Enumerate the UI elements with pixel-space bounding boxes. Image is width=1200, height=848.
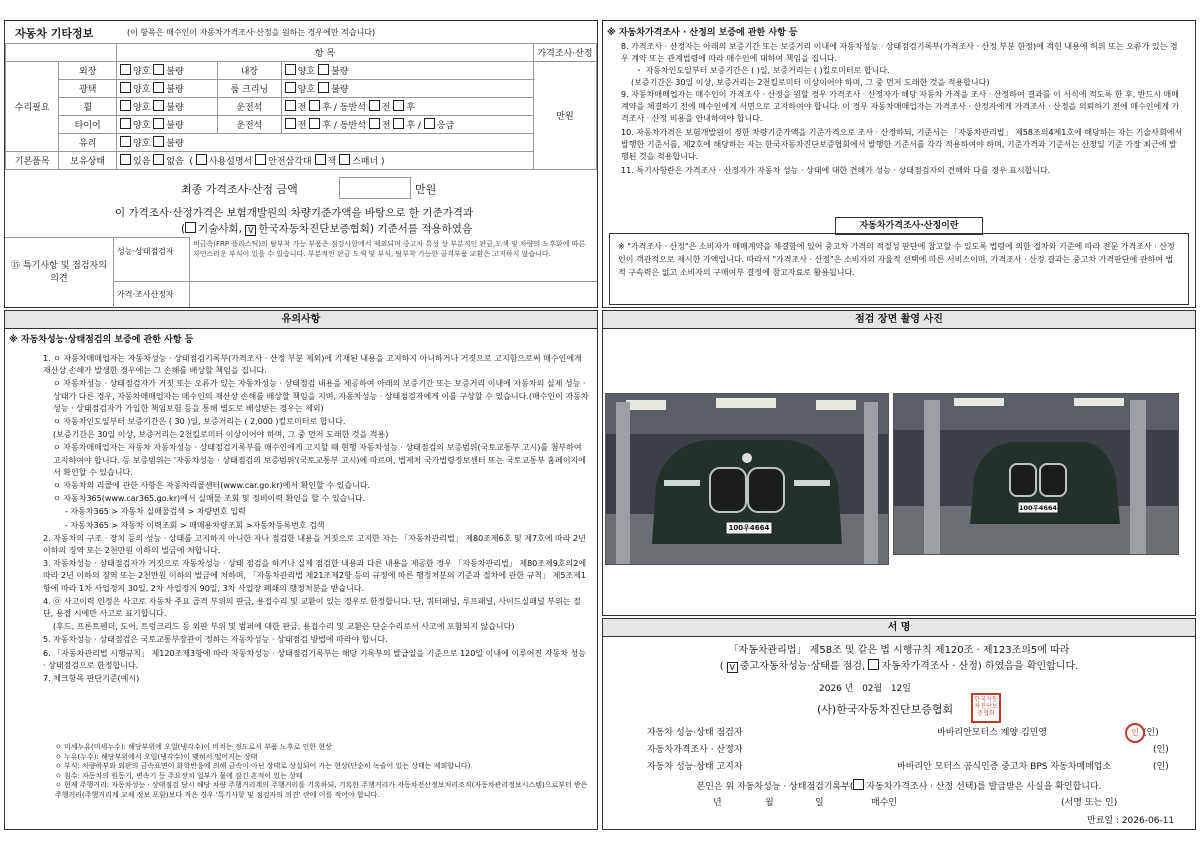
notes-small-list: [55, 743, 591, 801]
list-item: ㅇ 자동차의 리콜에 관한 사항은 자동차리콜센터(www.car.go.kr)에서 확인할 수 있습니다.: [53, 481, 371, 491]
signer-value: 바바리안모터스 계양 김민영: [937, 728, 1048, 738]
list-item: ㅇ 침수: 자동차의 원동기, 변속기 등 주요장치 일부가 물에 잠긴 흔적이 있는 상태: [55, 771, 303, 780]
option-label: 불량: [166, 103, 184, 113]
issuing-org: (사)한국자동차진단보증협회: [817, 703, 954, 716]
final-amount-label: 최종 가격조사·산정 금액: [181, 183, 298, 196]
option-label: 스패너 ): [352, 157, 385, 167]
checkbox[interactable]: [424, 118, 435, 129]
option-label: 응급: [436, 121, 455, 131]
checkbox[interactable]: [153, 100, 164, 111]
row-label: 타이어: [59, 116, 117, 134]
signer-row: [647, 725, 1167, 742]
price-box-title: 자동차가격조사·산정이란: [835, 217, 983, 235]
checkbox[interactable]: [393, 118, 404, 129]
notes-header: 유의사항: [5, 311, 597, 329]
list-item: ㅇ 자동차성능 · 상태점검자가 거짓 또는 오류가 있는 자동차성능 · 상태점검 내용을 제공하여 아래의 보증기간 또는 보증거리 이내에 자동차의 실제 성능 · 상태가 다른 경우, 자동차매매업자는 매수인의 재산상 손해를 배상할 책임을 지며, 자동차성능 · 상태점검자에게 이를 구상할 수 있습니다.(매수인이 자동차성능 · 상태점검자가 가입한 책임보험 등을 통해 별도로 배상받는 경우는 제외): [53, 379, 589, 413]
row-label: 외장: [59, 62, 117, 80]
checkbox[interactable]: [318, 82, 329, 93]
price-checker-label: 가격·조사산정자: [117, 290, 174, 299]
day-unit: 일: [902, 684, 911, 694]
list-item: 2. 자동차의 구조 · 장치 등의 성능 · 상태를 고지하지 아니한 자나 점검한 내용을 거짓으로 고지한 자는 「자동차관리법」 제80조제6호 및 제7호에 따라 2년 이하의 징역 또는 2천만원 이하의 벌금에 처합니다.: [43, 533, 586, 556]
col-price-header: 가격조사·산정: [534, 44, 597, 62]
option-label: 사용설명서: [208, 157, 253, 167]
expiry-date: 만료일 : 2026-06-11: [1087, 816, 1175, 826]
list-item: 8. 가격조사 · 산정자는 아래의 보증기간 또는 보증거리 이내에 자동차성능 · 상태점검기록부(가격조사 · 산정 부분 한정)에 적힌 내용에 허위 또는 오류가 있는 경우 계약 또는 관계법령에 따라 매수인에 대하여 책임을 집니다.: [621, 42, 1178, 63]
list-item: - 자동차365 > 자동차 이력조회 > 매매용차량조회 >자동차등록번호 검색: [65, 520, 325, 530]
paren: (: [189, 157, 193, 167]
basis-options: [181, 221, 472, 236]
option-label: 양호: [133, 67, 151, 77]
checkbox[interactable]: [369, 118, 380, 129]
option-label: 전: [297, 103, 307, 113]
list-item: 7. 체크항목 판단기준(예시): [43, 674, 140, 684]
list-item: (후드, 프론트펜더, 도어, 트렁크리드 등 외판 부위 및 범퍼에 대한 판금, 용접수리 및 교환은 단순수리로서 사고에 포함되지 않습니다): [53, 622, 515, 632]
photos-header: 점검 장면 촬영 사진: [603, 311, 1195, 329]
price-box-text: ※ "가격조사 · 산정"은 소비자가 매매계약을 체결함에 있어 중고차 가격의 적절성 판단에 참고할 수 있도록 법령에 의한 절차와 기준에 따라 전문 가격조사 · 산정인이 객관적으로 제시한 가액입니다. 따라서 "가격조사 · 산정"은 소비자의 자율적 선택에 따른 서비스이며, 가격조사 · 산정 결과는 중고차 가격판단에 관하여 법적 구속력은 없고 소비자의 구매여부 결정에 참고자료로 활용됩니다.: [618, 242, 1175, 277]
buyer-line: [603, 795, 1195, 809]
list-item: ㅇ 누유(누수): 해당부위에서 오일(냉각수)이 맺혀서 떨어지는 상태: [55, 752, 258, 761]
option-label: 양호: [133, 85, 151, 95]
misc-title-bar: [5, 21, 597, 44]
checkbox[interactable]: [153, 82, 164, 93]
signature-date: [819, 681, 911, 694]
row-label: 보유상태: [59, 152, 117, 170]
special-notes-label-cell: [5, 237, 114, 308]
misc-title: 자동차 기타정보: [15, 27, 94, 40]
notes-list: [43, 353, 589, 686]
checkbox[interactable]: [315, 154, 326, 165]
option-label: 양호: [133, 103, 151, 113]
org-seal-stamp: 한국자동차진단보증협회: [971, 693, 1001, 723]
option-label: 양호: [297, 85, 316, 95]
side-photo: [893, 393, 1179, 555]
col-item-header: 항 목: [117, 44, 534, 62]
year-unit: 년: [713, 798, 722, 808]
checkbox-receipt-price[interactable]: [853, 779, 864, 790]
signature-confirm-line: [603, 657, 1195, 673]
checkbox[interactable]: [339, 154, 350, 165]
option-label: 양호: [133, 139, 151, 149]
option-label: 양호: [297, 67, 316, 77]
option-label: 후 / 동반석: [322, 121, 366, 131]
month: 02: [862, 684, 874, 694]
notes-panel: [4, 310, 598, 830]
basis-text: 이 가격조사·산정가격은 보험개발원의 차량기준가액을 바탕으로 한 기준가격과: [115, 207, 474, 219]
list-item: 11. 특기사항란은 가격조사 · 산정자가 자동차 성능 · 상태에 대한 견해가 성능 · 상태점검자의 견해와 다를 경우 표시합니다.: [621, 166, 1051, 175]
price-checker-label-cell: [113, 281, 190, 307]
option-label: 있음: [133, 157, 151, 167]
checkbox[interactable]: [196, 154, 207, 165]
signature-header: 서 명: [603, 619, 1195, 637]
year: 2026: [819, 684, 842, 694]
checkbox-association[interactable]: V: [245, 225, 256, 236]
option-label: 양호: [133, 121, 151, 131]
final-amount-unit: 만원: [415, 183, 437, 196]
option-label: 후: [406, 103, 416, 113]
checkbox[interactable]: [309, 100, 320, 111]
signer-label: 자동차가격조사 · 산정자: [647, 745, 743, 755]
list-item: ㅇ 자동차인도일부터 보증기간은 ( 30 )일, 보증거리는 ( 2,000 )킬로미터로 합니다.: [53, 417, 346, 427]
day: 12: [890, 684, 903, 694]
option-label: 기술사회,: [198, 223, 243, 235]
list-item: ・ 자동차인도일부터 보증기간은 ( )일, 보증거리는 ( )킬로미터로 합니다.: [635, 66, 890, 75]
misc-table: [5, 43, 597, 170]
special-notes-label: ⑮ 특기사항 및 점검자의 의견: [11, 261, 107, 284]
final-amount-field[interactable]: [339, 177, 411, 199]
option-label: 불량: [166, 139, 184, 149]
option-label: 후 / 동반석: [322, 103, 366, 113]
misc-title-note: (이 항목은 매수인이 자동차가격조사·산정을 원하는 경우에만 적습니다): [127, 28, 376, 37]
option-label: 전: [297, 121, 307, 131]
checkbox[interactable]: [120, 82, 131, 93]
option-label: 중고자동차성능·상태를 점검,: [739, 661, 866, 672]
option-label: 불량: [166, 121, 184, 131]
year-unit: 년: [844, 684, 854, 694]
list-item: 4. ㉧ 사고이력 인정은 사고로 자동차 주요 골격 부위의 판금, 용접수리 및 교환이 있는 경우로 한정합니다. 단, 쿼터패널, 루프패널, 사이드실패널 부위는 절단, 용접 시에만 사고로 표기합니다.: [43, 596, 581, 619]
list-item: ㅇ 자동차365(www.car365.go.kr)에서 실매물 조회 및 정비이력 확인을 할 수 있습니다.: [53, 494, 366, 504]
list-item: 9. 자동차매매업자는 매수인이 가격조사 · 산정을 원할 경우 가격조사 · 산정자가 해당 자동차 가격을 조사 · 산정하여 결과를 이 서식에 적도록 한 후, 반드시 매매계약을 체결하기 전에 매수인에게 서면으로 고지하여야 합니다. 이 경우 자동차매매업자는 가격조사 · 산정자에게 가격조사 · 산정을 의뢰하기 전에 매수인에게 가격조사 · 산정 비용을 안내하여야 합니다.: [621, 90, 1180, 123]
option-label: 자동차가격조사 · 산정) 하였음을 확인합니다.: [881, 661, 1079, 672]
month-unit: 월: [873, 684, 883, 694]
day-unit: 일: [815, 798, 824, 808]
checkbox[interactable]: [120, 136, 131, 147]
checkbox[interactable]: [285, 82, 296, 93]
signature-panel: [602, 618, 1196, 830]
row-label: 휠: [59, 98, 117, 116]
misc-info-panel: [4, 20, 598, 308]
buyer-sign-field[interactable]: (서명 또는 인): [1061, 798, 1118, 808]
checkbox-tech-society[interactable]: [185, 222, 196, 233]
option-label: 불량: [331, 67, 349, 77]
list-item: 6. 「자동차관리법 시행규칙」 제120조제3항에 따라 자동차성능 · 상태점검기록부는 해당 기록부의 발급일을 기준으로 120일 이내에 이루어진 자동차 성능 · 상태점검으로 한정합니다.: [43, 648, 586, 670]
checkbox-price[interactable]: [868, 659, 879, 670]
receipt-text: 본인은 위 자동차성능 · 상태점검기록부(: [696, 782, 854, 792]
buyer-label: 매수인: [871, 798, 898, 808]
photos-panel: [602, 310, 1196, 616]
seal-mark: (인): [1143, 728, 1159, 738]
option-label: 전: [381, 103, 391, 113]
list-item: 3. 자동차성능 · 상태점검자가 거짓으로 자동차성능 · 상태 점검을 하거나 실제 점검한 내용과 다른 내용을 제공한 경우 「자동차관리법」 제80조제9호의2에 따라 2년 이하의 징역 또는 2천만원 이하의 벌금에 처하며, 「자동차관리법 제21조제2항 등의 규정에 따른 행정처분의 기준과 절차에 관한 규칙」 제5조제1항에 따라 1차 사업정지 30일, 2차 사업정지 90일, 3차 사업장 폐쇄의 행정처분을 받습니다.: [43, 559, 587, 593]
checkbox[interactable]: [120, 64, 131, 75]
checkbox[interactable]: [153, 154, 164, 165]
seal-mark: (인): [1153, 745, 1169, 755]
checkbox[interactable]: [309, 118, 320, 129]
plate-number: 100우4664: [1019, 504, 1057, 512]
basic-label: 기본품목: [6, 152, 59, 170]
option-label: 안전삼각대: [268, 157, 312, 167]
paren: (: [181, 223, 186, 235]
price-box: [609, 233, 1189, 305]
option-label: 불량: [166, 67, 184, 77]
price-warranty-panel: [602, 20, 1196, 308]
receipt-line: [603, 779, 1195, 792]
paren: (: [719, 661, 724, 672]
option-label: 불량: [166, 85, 184, 95]
checkbox[interactable]: [153, 64, 164, 75]
list-item: 1. ㅇ 자동차매매업자는 자동차성능 · 상태점검기록부(가격조사 · 산정 부분 제외)에 기재된 내용을 고지하지 아니하거나 거짓으로 고지함으로써 매수인에게 재산상 손해가 발생한 경우에는 그 손해를 배상할 책임을 집니다.: [43, 354, 582, 376]
price-warranty-list: [621, 41, 1183, 177]
checkbox[interactable]: [120, 154, 131, 165]
list-item: 10. 자동차가격은 보험개발원이 정한 차량기준가액을 기준가격으로 조사 · 산정하되, 기준서는 「자동차관리법」 제58조의4제1호에 해당하는 자는 기술사회에서 발행한 기준서를, 제2호에 해당하는 자는 한국자동차진단보증협회에서 발행한 기준서를 각각 적용하여야 하며, 기준가격과 기준서는 산정일 기준 가장 최근에 발행된 것을 적용합니다.: [621, 128, 1183, 161]
signature-legal-text: 「자동차관리법」 제58조 및 같은 법 시행규칙 제120조 · 제123조의5에 따라: [728, 645, 1070, 656]
checkbox-performance[interactable]: V: [727, 662, 738, 673]
option-label: 후 /: [406, 121, 421, 131]
seal-mark: (인): [1153, 762, 1169, 772]
signer-row: [647, 742, 1167, 759]
checkbox[interactable]: [255, 154, 266, 165]
front-photo: [605, 393, 889, 565]
row-label: 유리: [59, 134, 117, 152]
front-photo-image: [606, 394, 888, 564]
checkbox[interactable]: [120, 118, 131, 129]
checkbox[interactable]: [285, 64, 296, 75]
inspector-opinion: 비금속(FRP 플라스틱)의 탈부착 가능 부품은 점검사항에서 제외되며 중고차 특성 상 부분적인 판금,도색 및 차량의 노후화에 따른 자연스러운 부식이 있을 수 있습니다. 부분적인 판금 도색 및 부식, 탈부착 가능한 골격부품 교환은 고지하지 않습니다.: [193, 240, 586, 258]
list-item: ㅇ 부식: 차량하부와 외판의 금속표면이 화학반응에 의해 금속이 아닌 상태로 상실되어 가는 현상(단순히 녹슬어 있는 상태는 제외합니다): [55, 762, 471, 771]
checkbox[interactable]: [285, 118, 296, 129]
checkbox[interactable]: [285, 100, 296, 111]
price-won: 만원: [534, 62, 597, 170]
signer-label: 자동차 성능·상태 점검자: [647, 728, 743, 738]
signer-row: [647, 759, 1167, 776]
checkbox[interactable]: [318, 64, 329, 75]
checkbox[interactable]: [120, 100, 131, 111]
list-item: - 자동차365 > 자동차 실매물검색 > 차량번호 입력: [65, 507, 246, 517]
option-label: 한국자동차진단보증협회) 기준서를 적용하였음: [258, 223, 473, 235]
option-label: 불량: [331, 85, 349, 95]
option-label: 전: [381, 121, 391, 131]
row-label: 운전석: [218, 116, 282, 134]
price-warranty-title: ※ 자동차가격조사 · 산정의 보증에 관한 사항 등: [607, 28, 798, 38]
row-label: 내장: [218, 62, 282, 80]
plate-number: 100우4664: [728, 524, 770, 532]
row-label: 광택: [59, 80, 117, 98]
side-photo-image: [894, 394, 1178, 554]
option-label: 잭: [327, 157, 337, 167]
inspector-seal: 인: [1125, 723, 1145, 743]
signer-label: 자동차 성능·상태 고지자: [647, 762, 743, 772]
repair-label: 수리필요: [6, 62, 59, 152]
row-label: 운전석: [218, 98, 282, 116]
list-item: ㅇ 현재 주행거리: 자동차성능 · 상태점검 당시 해당 차량 주행거리계의 주행거리를 기록하되, 기록한 주행거리가 자동차전산정보처리조직(자동차관리정보시스템)으로부터 받은 주행거리(주행거리계 교체 정보 포함)보다 적은 경우 '특기사항 및 점검자의 의견' 란에 이를 적어야 합니다.: [55, 781, 588, 799]
inspector-label: 성능·상태점검자: [117, 247, 174, 256]
notes-title: ※ 자동차성능·상태점검의 보증에 관한 사항 등: [9, 335, 194, 345]
checkbox[interactable]: [393, 100, 404, 111]
option-label: 없음: [166, 157, 184, 167]
list-item: 5. 자동차성능 · 상태점검은 국토교통부장관이 정하는 자동차성능 · 상태점검 방법에 따라야 합니다.: [43, 635, 388, 645]
list-item: ㅇ 자동차매매업자는 자동차 자동차성능 · 상태점검기록부를 매수인에게 고지할 때 현행 자동차성능 · 상태점검의 보증범위(국토교통부 고시)를 첨부하여 고지하여야 합니다. 등 보증범위는 '자동차성능 · 상태점검의 보증범위'(국토교통부 고시)에 따르며, 법제처 국가법령정보센터 또는 국토교통부 홈페이지에서 확인할 수 있습니다.: [53, 443, 587, 477]
list-item: (보증기간은 30일 이상, 보증거리는 2천킬로미터 이상이어야 하며, 그 중 먼저 도래한 것을 적용): [53, 430, 389, 440]
receipt-text: 자동차가격조사 · 산정 선택)를 발급받은 사실을 확인합니다.: [866, 782, 1102, 792]
checkbox[interactable]: [153, 136, 164, 147]
list-item: ㅇ 미세누유(미세누수): 해당부위에 오일(냉각수)이 비치는 정도로서 부품 노후로 인한 현상: [55, 743, 332, 751]
inspector-label-cell: [113, 237, 190, 282]
checkbox[interactable]: [153, 118, 164, 129]
month-unit: 월: [765, 798, 774, 808]
row-label: 룸 크리닝: [218, 80, 282, 98]
list-item: (보증기간은 30일 이상, 보증거리는 2천킬로미터 이상이어야 하며, 그 중 먼저 도래한 것을 적용합니다): [631, 78, 990, 87]
checkbox[interactable]: [369, 100, 380, 111]
signer-rows: [647, 725, 1167, 776]
signer-value: 바바리안 모터스 공식인증 중고차 BPS 자동차매매업소: [897, 762, 1112, 772]
